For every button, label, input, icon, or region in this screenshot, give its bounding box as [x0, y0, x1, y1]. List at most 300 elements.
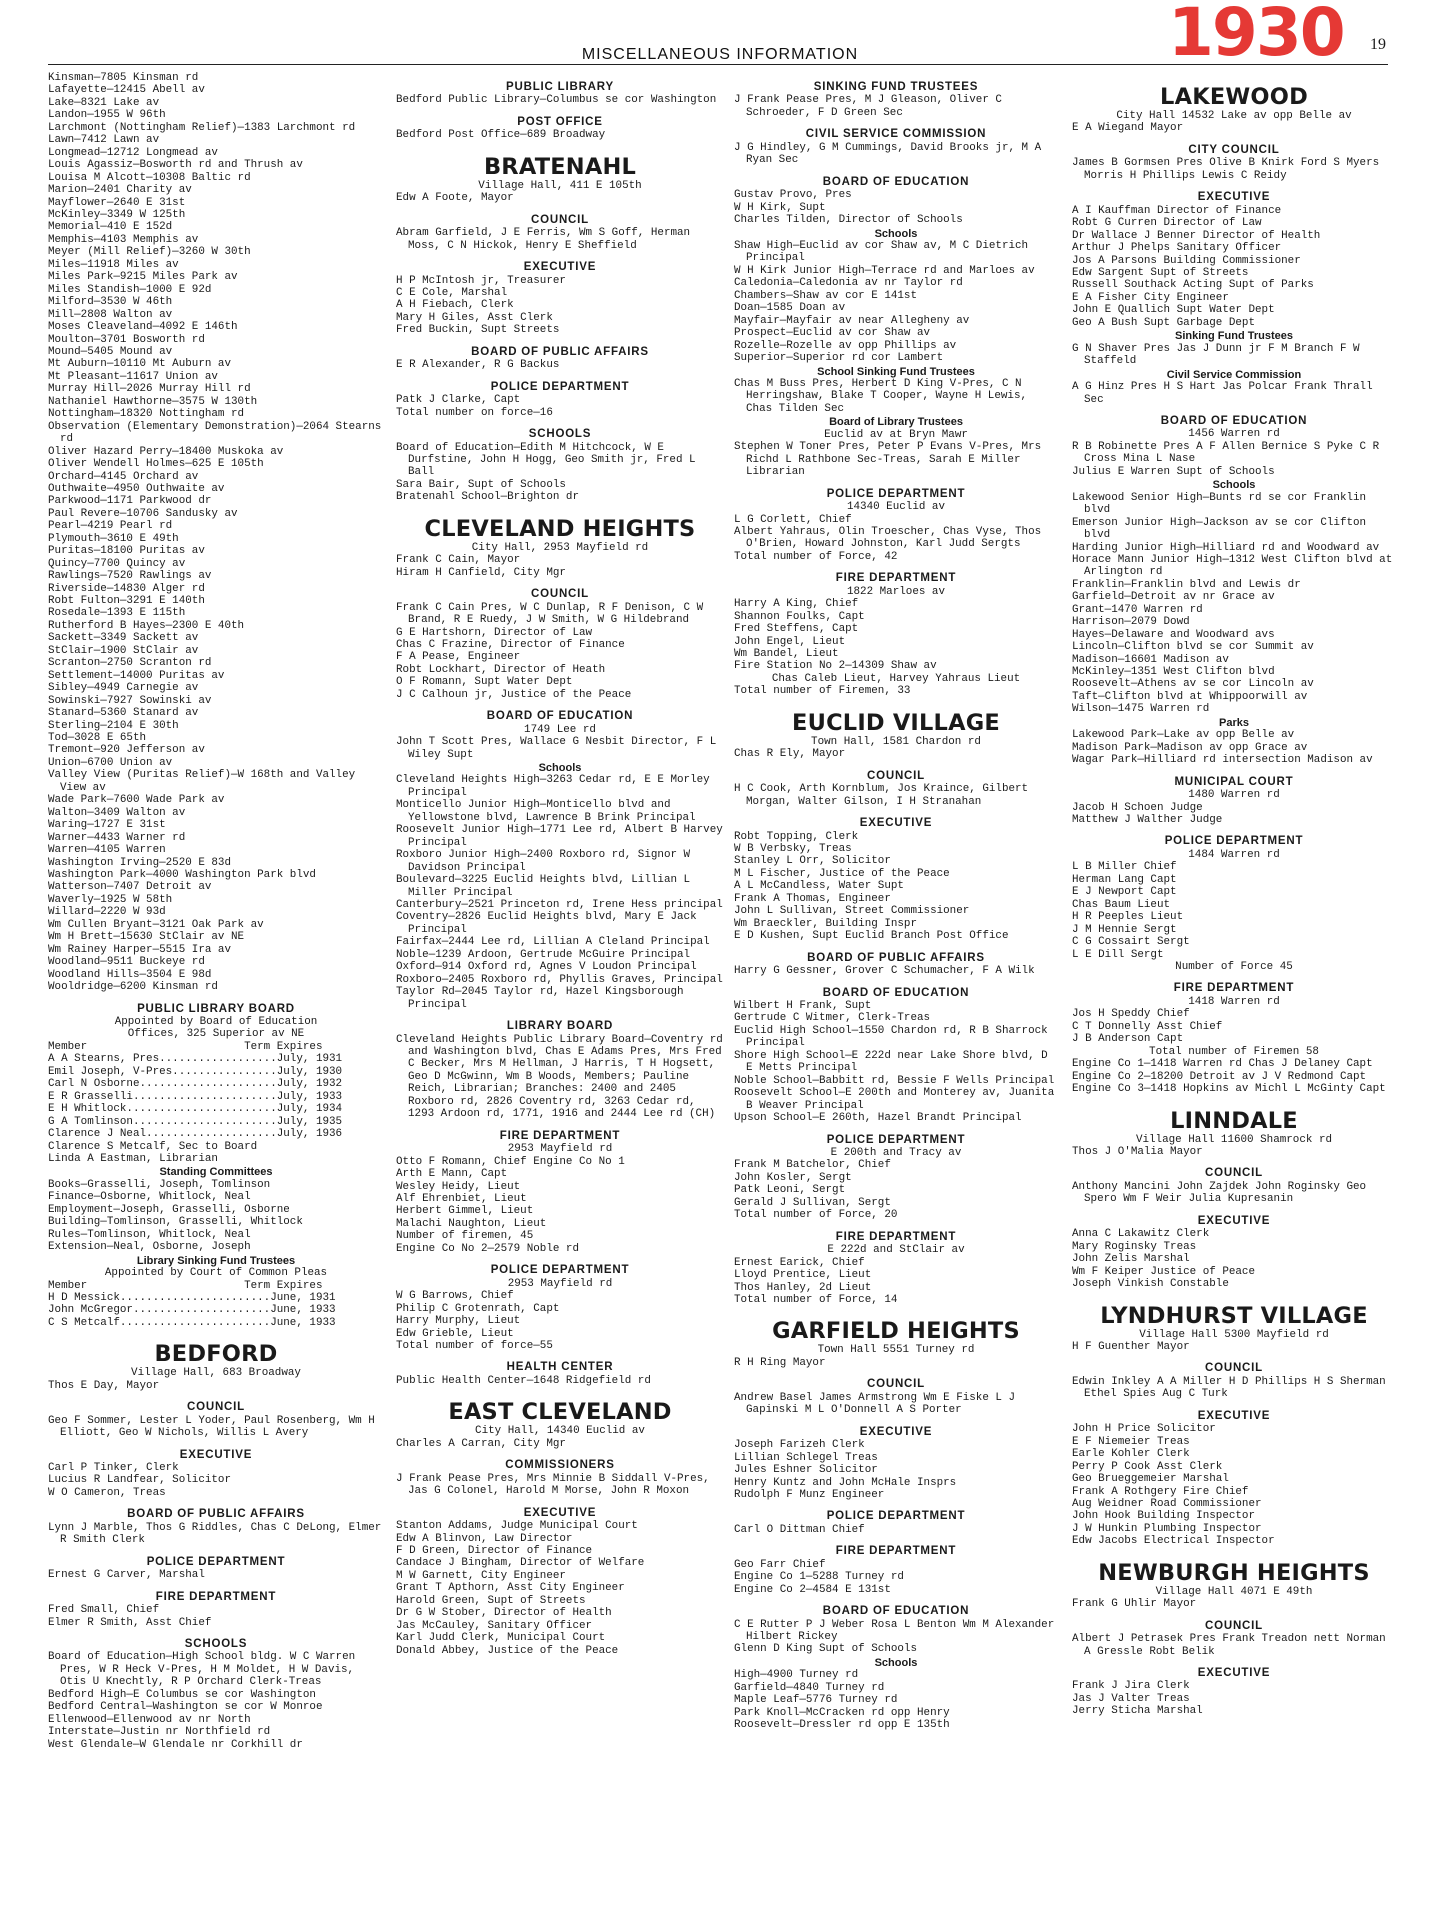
subsection-heading: Library Sinking Fund Trustees [136, 1254, 296, 1267]
entry-line: Extension—Neal, Osborne, Joseph [48, 1241, 251, 1254]
entry-line: Quincy—7700 Quincy av [48, 557, 186, 570]
entry-line: Clarence J Neal....................July, 1936 [48, 1128, 343, 1141]
entry-line: Robt G Curren Director of Law [1072, 217, 1262, 230]
entry-line: Park Knoll—McCracken rd opp Henry [734, 1706, 950, 1719]
section-heading: FIRE DEPARTMENT [835, 572, 957, 585]
entry-line: Member Term Expires [48, 1279, 323, 1292]
entry-line: John Zelis Marshal [1072, 1253, 1190, 1266]
entry-line: W H Kirk, Supt [734, 201, 826, 214]
entry-line: StClair—1900 StClair av [48, 644, 199, 657]
entry-line: Louisa M Alcott—10308 Baltic rd [48, 171, 251, 184]
entry-line: Otto F Romann, Chief Engine Co No 1 [396, 1155, 625, 1168]
entry-line: Patk J Clarke, Capt [396, 394, 521, 407]
entry-line: Hayes—Delaware and Woodward avs [1072, 628, 1275, 641]
entry-line: Total number on force—16 [396, 406, 553, 419]
entry-line: Union—6700 Union av [48, 756, 173, 769]
entry-line: Lakewood Park—Lake av opp Belle av [1072, 729, 1295, 742]
entry-line: Superior—Superior rd cor Lambert [734, 352, 944, 365]
year-stamp: 1930 [1168, 0, 1344, 71]
entry-line: J C Calhoun jr, Justice of the Peace [396, 688, 632, 701]
entry-line: Scranton—2750 Scranton rd [48, 657, 212, 670]
entry-line: Larchmont (Nottingham Relief)—1383 Larchmont rd [48, 121, 356, 134]
entry-line: Louis Agassiz—Bosworth rd and Thrush av [48, 159, 303, 172]
entry-line: Sackett—3349 Sackett av [48, 632, 199, 645]
municipality-heading: LYNDHURST VILLAGE [1100, 1302, 1368, 1329]
entry-line: Euclid High School—1550 Chardon rd, R B Sharrock Principal [734, 1024, 1055, 1050]
entry-line: Harry A King, Chief [734, 598, 859, 611]
entry-line: H D Messick.......................June, 1931 [48, 1291, 336, 1304]
entry-line: Donald Abbey, Justice of the Peace [396, 1644, 619, 1657]
entry-line: John Hook Building Inspector [1072, 1510, 1255, 1523]
entry-line: Bedford Post Office—689 Broadway [396, 129, 606, 142]
entry-line: Gustav Provo, Pres [734, 189, 852, 202]
entry-line: Taylor Rd—2045 Taylor rd, Hazel Kingsborough Principal [396, 986, 691, 1011]
entry-line: John L Sullivan, Street Commissioner [734, 905, 970, 918]
entry-line: Caledonia—Caledonia av nr Taylor rd [734, 277, 963, 290]
entry-line: Frank C Cain Pres, W C Dunlap, R F Denison, C W Brand, R E Ruedy, J W Smith, W G Hildebrand [396, 601, 710, 627]
entry-line: E J Newport Capt [1072, 886, 1177, 899]
entry-line: Ernest G Carver, Marshal [48, 1569, 205, 1582]
entry-line: Chambers—Shaw av cor E 141st [734, 289, 917, 302]
entry-line: Chas M Buss Pres, Herbert D King V-Pres, C N Herringshaw, Blake T Cooper, Wayne H Lewis, Chas Tilden Sec [734, 377, 1034, 415]
entry-line: Building—Tomlinson, Grasselli, Whitlock [48, 1216, 303, 1229]
centered-line: E 222d and StClair av [827, 1244, 965, 1257]
entry-line: Lynn J Marble, Thos G Riddles, Chas C DeLong, Elmer R Smith Clerk [48, 1521, 388, 1547]
entry-line: John T Scott Pres, Wallace G Nesbit Director, F L Wiley Supt [396, 736, 723, 761]
entry-line: Wesley Heidy, Lieut [396, 1180, 521, 1193]
entry-line: M W Garnett, City Engineer [396, 1569, 566, 1582]
entry-line: E R Grasselli......................July, 1933 [48, 1090, 343, 1103]
entry-line: Engine Co 3—1418 Hopkins av Michl L McGinty Capt [1072, 1083, 1386, 1096]
section-heading: EXECUTIVE [523, 261, 597, 274]
entry-line: E A Wiegand Mayor [1072, 122, 1184, 135]
page-header-title: MISCELLANEOUS INFORMATION [581, 46, 859, 63]
entry-line: Frank C Cain, Mayor [396, 554, 521, 567]
section-heading: EXECUTIVE [1197, 1214, 1271, 1227]
entry-line: Thos Hanley, 2d Lieut [734, 1281, 872, 1294]
entry-line: G A Tomlinson......................July, 1935 [48, 1115, 343, 1128]
entry-line: F D Green, Director of Finance [396, 1544, 593, 1557]
entry-line: Tremont—920 Jefferson av [48, 744, 205, 757]
entry-line: Wm H Brett—15630 StClair av NE [48, 931, 245, 944]
entry-line: Rozelle—Rozelle av opp Phillips av [734, 339, 957, 352]
entry-line: John Kosler, Sergt [734, 1171, 852, 1184]
section-heading: FIRE DEPARTMENT [835, 1230, 957, 1243]
subsection-heading: Schools [874, 1656, 918, 1669]
entry-line: Shannon Foulks, Capt [734, 610, 865, 623]
section-heading: POLICE DEPARTMENT [826, 1133, 966, 1146]
municipality-heading: GARFIELD HEIGHTS [772, 1318, 1020, 1345]
entry-line: L G Corlett, Chief [734, 513, 852, 526]
entry-line: Wagar Park—Hilliard rd intersection Madison av [1072, 754, 1373, 767]
entry-line: Harry G Gessner, Grover C Schumacher, F A Wilk [734, 965, 1035, 978]
entry-line: Valley View (Puritas Relief)—W 168th and Valley View av [48, 769, 362, 794]
entry-line: Frank A Rothgery Fire Chief [1072, 1485, 1249, 1498]
section-heading: POLICE DEPARTMENT [146, 1555, 286, 1568]
entry-line: High—4900 Turney rd [734, 1669, 859, 1682]
entry-line: J W Hunkin Plumbing Inspector [1072, 1522, 1262, 1535]
entry-line: Total number of Force, 20 [734, 1209, 898, 1222]
entry-line: Frank G Uhlir Mayor [1072, 1598, 1197, 1611]
section-heading: BOARD OF PUBLIC AFFAIRS [807, 951, 985, 964]
entry-line: Miles—11918 Miles av [48, 258, 179, 271]
entry-line: Roosevelt—Dressler rd opp E 135th [734, 1719, 950, 1732]
entry-line: Mound—5405 Mound av [48, 345, 173, 358]
entry-line: Roxboro Junior High—2400 Roxboro rd, Signor W Davidson Principal [396, 849, 697, 874]
entry-line: Engine Co 2—18200 Detroit av J V Redmond Capt [1072, 1070, 1367, 1083]
section-heading: EXECUTIVE [179, 1448, 253, 1461]
entry-line: Mary Roginsky Treas [1072, 1240, 1197, 1253]
entry-line: Total number of force—55 [396, 1339, 553, 1352]
entry-line: E R Alexander, R G Backus [396, 359, 560, 372]
entry-line: G N Shaver Pres Jas J Dunn jr F M Branch F W Staffeld [1072, 342, 1367, 368]
entry-line: Parkwood—1171 Parkwood dr [48, 495, 212, 508]
entry-line: Elmer R Smith, Asst Chief [48, 1616, 212, 1629]
entry-line: Nathaniel Hawthorne—3575 W 130th [48, 395, 258, 408]
entry-line: James B Gormsen Pres Olive B Knirk Ford S Myers Morris H Phillips Lewis C Reidy [1072, 157, 1386, 182]
entry-line: Jas J Valter Treas [1072, 1692, 1190, 1705]
entry-line: Shaw High—Euclid av cor Shaw av, M C Dietrich Principal [734, 239, 1035, 265]
entry-line: Moses Cleaveland—4092 E 146th [48, 321, 238, 334]
entry-line: Harry Murphy, Lieut [396, 1315, 521, 1328]
centered-line: Village Hall, 411 E 105th [478, 179, 642, 192]
entry-line: Madison Park—Madison av opp Grace av [1072, 741, 1308, 754]
entry-line: Thos J O'Malia Mayor [1072, 1145, 1203, 1158]
entry-line: Rosedale—1393 E 115th [48, 607, 186, 620]
centered-line: Total number of Firemen 58 [1149, 1045, 1319, 1058]
entry-line: Miles Park—9215 Miles Park av [48, 271, 238, 284]
entry-line: Milford—3530 W 46th [48, 296, 173, 309]
entry-line: Woodland Hills—3504 E 98d [48, 968, 212, 981]
entry-line: Waverly—1925 W 58th [48, 893, 173, 906]
entry-line: Herman Lang Capt [1072, 873, 1177, 886]
entry-line: E A Fisher City Engineer [1072, 291, 1229, 304]
entry-line: Thos E Day, Mayor [48, 1379, 160, 1392]
centered-line: 2953 Mayfield rd [507, 1143, 613, 1156]
entry-line: Geo Farr Chief [734, 1558, 826, 1571]
section-heading: COUNCIL [867, 769, 925, 782]
entry-line: Edw Grieble, Lieut [396, 1327, 514, 1340]
subsection-heading: Schools [538, 762, 582, 775]
entry-line: Sibley—4949 Carnegie av [48, 682, 199, 695]
entry-line: Garfield—4840 Turney rd [734, 1681, 885, 1694]
entry-line: Bedford High—E Columbus se cor Washington [48, 1688, 316, 1701]
entry-line: Woodland—9511 Buckeye rd [48, 956, 205, 969]
section-heading: POST OFFICE [517, 115, 603, 128]
entry-line: Engine Co 1—1418 Warren rd Chas J Delaney Capt [1072, 1058, 1373, 1071]
entry-line: Wilbert H Frank, Supt [734, 1000, 872, 1012]
entry-line: J G Hindley, G M Cummings, David Brooks jr, M A Ryan Sec [734, 141, 1048, 167]
municipality-heading: BEDFORD [154, 1341, 278, 1368]
entry-line: Monticello Junior High—Monticello blvd and Yellowstone blvd, Lawrence B Brink Principal [396, 799, 696, 824]
entry-line: John McGregor.....................June, 1933 [48, 1304, 336, 1317]
entry-line: Gertrude C Witmer, Clerk-Treas [734, 1012, 931, 1025]
entry-line: A L McCandless, Water Supt [734, 880, 904, 893]
entry-line: Grant—1470 Warren rd [1072, 603, 1203, 616]
entry-line: Engine Co 2—4584 E 131st [734, 1583, 891, 1596]
centered-line: E 200th and Tracy av [830, 1146, 962, 1159]
centered-line: Town Hall, 1581 Chardon rd [811, 735, 981, 748]
entry-line: Geo Brueggemeier Marshal [1072, 1473, 1229, 1486]
entry-line: Madison—16601 Madison av [1072, 653, 1229, 666]
centered-line: 1418 Warren rd [1188, 995, 1280, 1008]
entry-line: Edw A Foote, Mayor [396, 192, 514, 205]
entry-line: Jules Eshner Solicitor [734, 1464, 878, 1477]
entry-line: Jos H Speddy Chief [1072, 1008, 1190, 1021]
entry-line: O F Romann, Supt Water Dept [396, 676, 573, 689]
entry-line: Books—Grasselli, Joseph, Tomlinson [48, 1178, 271, 1191]
entry-line: Abram Garfield, J E Ferris, Wm S Goff, Herman Moss, C N Hickok, Henry E Sheffield [396, 227, 697, 252]
entry-line: Joseph Vinkish Constable [1072, 1278, 1229, 1291]
entry-line: J Frank Pease Pres, Mrs Minnie B Siddall V-Pres, Jas G Colonel, Harold M Morse, John R Moxon [396, 1472, 717, 1498]
section-heading: POLICE DEPARTMENT [490, 380, 630, 393]
section-heading: POLICE DEPARTMENT [826, 487, 966, 500]
entry-line: Edw Sargent Supt of Streets [1072, 266, 1249, 279]
centered-line: City Hall 14532 Lake av opp Belle av [1116, 110, 1352, 122]
entry-line: Mayfair—Mayfair av near Allegheny av [734, 314, 970, 327]
entry-line: Mayflower—2640 E 31st [48, 196, 186, 209]
entry-line: Geo F Sommer, Lester L Yoder, Paul Rosenberg, Wm H Elliott, Geo W Nichols, Willis L Avery [48, 1414, 382, 1440]
entry-line: Wm F Keiper Justice of Peace [1072, 1265, 1255, 1278]
section-heading: EXECUTIVE [1197, 1409, 1271, 1422]
centered-line: Number of Force 45 [1175, 961, 1293, 973]
entry-line: Chas C Frazine, Director of Finance [396, 638, 625, 651]
entry-line: Carl O Dittman Chief [734, 1523, 865, 1536]
entry-line: Chas R Ely, Mayor [734, 748, 846, 761]
entry-line: Dr G W Stober, Director of Health [396, 1607, 612, 1620]
entry-line: J Frank Pease Pres, M J Gleason, Oliver C Schroeder, F D Green Sec [734, 94, 1009, 119]
entry-line: W H Kirk Junior High—Terrace rd and Marloes av [734, 264, 1035, 277]
entry-line: Sterling—2104 E 30th [48, 719, 179, 732]
entry-line: Joseph Farizeh Clerk [734, 1439, 865, 1452]
entry-line: Willard—2220 W 93d [48, 906, 166, 919]
section-heading: COUNCIL [187, 1401, 245, 1414]
entry-line: Moulton—3701 Bosworth rd [48, 333, 205, 346]
entry-line: Lincoln—Clifton blvd se cor Summit av [1072, 641, 1314, 654]
section-heading: BOARD OF EDUCATION [486, 710, 634, 723]
section-heading: HEALTH CENTER [506, 1361, 614, 1374]
entry-line: Wm Cullen Bryant—3121 Oak Park av [48, 918, 264, 931]
entry-line: Robt Topping, Clerk [734, 830, 859, 843]
entry-line: C S Metcalf.......................June, 1933 [48, 1316, 336, 1329]
centered-line: 14340 Euclid av [846, 501, 946, 514]
centered-line: 2953 Mayfield rd [507, 1277, 613, 1290]
entry-line: Warren—4105 Warren [48, 844, 166, 857]
entry-line: Engine Co No 2—2579 Noble rd [396, 1242, 579, 1255]
entry-line: Horace Mann Junior High—1312 West Clifton blvd at Arlington rd [1072, 553, 1399, 579]
entry-line: Lawn—7412 Lawn av [48, 134, 160, 147]
section-heading: EXECUTIVE [859, 1425, 933, 1438]
centered-line: Village Hall, 683 Broadway [131, 1367, 301, 1380]
entry-line: Charles A Carran, City Mgr [396, 1437, 566, 1450]
entry-line: Arthur J Phelps Sanitary Officer [1072, 242, 1282, 255]
entry-line: Maple Leaf—5776 Turney rd [734, 1694, 898, 1707]
entry-line: Oxford—914 Oxford rd, Agnes V Loudon Principal [396, 961, 697, 974]
entry-line: Anna C Lakawitz Clerk [1072, 1228, 1210, 1241]
entry-line: Memorial—410 E 152d [48, 221, 173, 234]
entry-line: Walton—3409 Walton av [48, 806, 186, 819]
entry-line: Aug Weidner Road Commissioner [1072, 1497, 1262, 1510]
subsection-heading: School Sinking Fund Trustees [817, 365, 975, 378]
entry-line: Noble School—Babbitt rd, Bessie F Wells Principal [734, 1074, 1055, 1087]
entry-line: Julius E Warren Supt of Schools [1072, 465, 1275, 478]
entry-line: A G Hinz Pres H S Hart Jas Polcar Frank Thrall Sec [1072, 381, 1380, 406]
section-heading: CITY COUNCIL [1188, 143, 1280, 156]
entry-line: Plymouth—3610 E 49th [48, 532, 179, 545]
entry-line: C E Cole, Marshal [396, 286, 508, 299]
entry-line: Taft—Clifton blvd at Whippoorwill av [1072, 690, 1308, 703]
entry-line: Engine Co 1—5288 Turney rd [734, 1571, 904, 1584]
entry-line: Robt Lockhart, Director of Heath [396, 663, 606, 676]
entry-line: Wilson—1475 Warren rd [1072, 703, 1210, 716]
entry-line: Charles Tilden, Director of Schools [734, 214, 963, 227]
entry-line: Washington Irving—2520 E 83d [48, 856, 231, 869]
entry-line: E F Niemeier Treas [1072, 1435, 1190, 1448]
entry-line: Bedford Public Library—Columbus se cor Washington [396, 94, 717, 107]
municipality-heading: EUCLID VILLAGE [792, 709, 1000, 736]
entry-line: John H Price Solicitor [1072, 1423, 1216, 1436]
section-heading: EXECUTIVE [1197, 191, 1271, 204]
section-heading: COUNCIL [867, 1378, 925, 1391]
column-4 [1072, 72, 1399, 1902]
centered-line: 1822 Marloes av [846, 585, 946, 598]
section-heading: CIVIL SERVICE COMMISSION [805, 128, 987, 141]
entry-line: Hiram H Canfield, City Mgr [396, 566, 566, 579]
entry-line: Total number of Firemen, 33 [734, 685, 911, 698]
entry-line: Frank A Thomas, Engineer [734, 892, 891, 905]
entry-line: Oliver Hazard Perry—18400 Muskoka av [48, 445, 284, 458]
entry-line: Total number of Force, 42 [734, 550, 898, 563]
entry-line: Carl P Tinker, Clerk [48, 1462, 179, 1475]
entry-line: Boulevard—3225 Euclid Heights blvd, Lillian L Miller Principal [396, 874, 697, 899]
municipality-heading: BRATENAHL [483, 153, 637, 180]
section-heading: LIBRARY BOARD [506, 1020, 614, 1033]
entry-line: Rules—Tomlinson, Whitlock, Neal [48, 1228, 251, 1241]
entry-line: Robt Fulton—3291 E 140th [48, 595, 205, 608]
section-heading: EXECUTIVE [859, 817, 933, 830]
entry-line: Interstate—Justin nr Northfield rd [48, 1726, 271, 1739]
centered-line: Euclid av at Bryn Mawr [824, 428, 968, 441]
entry-line: Carl N Osborne.....................July, 1932 [48, 1078, 343, 1091]
entry-line: Malachi Naughton, Lieut [396, 1217, 547, 1230]
entry-line: Anthony Mancini John Zajdek John Roginsky Geo Spero Wm F Weir Julia Kupresanin [1072, 1180, 1373, 1206]
section-heading: BOARD OF PUBLIC AFFAIRS [127, 1508, 305, 1521]
section-heading: COUNCIL [531, 588, 589, 601]
entry-line: R H Ring Mayor [734, 1356, 826, 1369]
subsection-heading: Schools [874, 227, 918, 240]
entry-line: McKinley—3349 W 125th [48, 208, 186, 221]
centered-line: City Hall, 14340 Euclid av [475, 1425, 645, 1438]
entry-line: Jas McCauley, Sanitary Officer [396, 1619, 593, 1632]
section-heading: BOARD OF EDUCATION [1160, 414, 1308, 427]
entry-line: Puritas—18100 Puritas av [48, 545, 205, 558]
section-heading: MUNICIPAL COURT [1174, 775, 1294, 788]
entry-line: Frank M Batchelor, Chief [734, 1159, 891, 1172]
municipality-heading: LINNDALE [1170, 1107, 1298, 1134]
municipality-heading: EAST CLEVELAND [448, 1399, 672, 1426]
entry-line: M L Fischer, Justice of the Peace [734, 867, 950, 880]
entry-line: H C Cook, Arth Kornblum, Jos Kraince, Gilbert Morgan, Walter Gilson, I H Stranahan [734, 783, 1035, 808]
centered-line: 1484 Warren rd [1188, 848, 1280, 861]
entry-line: Emerson Junior High—Jackson av se cor Clifton blvd [1072, 516, 1373, 542]
entry-line: Mill—2808 Walton av [48, 308, 173, 321]
entry-line: Stanton Addams, Judge Municipal Court [396, 1520, 638, 1533]
entry-line: Jos A Parsons Building Commissioner [1072, 254, 1301, 267]
subsection-heading: Civil Service Commission [1166, 368, 1302, 381]
entry-line: Franklin—Franklin blvd and Lewis dr [1072, 578, 1301, 591]
entry-line: C E Rutter P J Weber Rosa L Benton Wm M Alexander Hilbert Rickey [734, 1618, 1061, 1644]
entry-line: Glenn D King Supt of Schools [734, 1643, 917, 1656]
entry-line: C T Donnelly Asst Chief [1072, 1020, 1223, 1033]
municipality-heading: NEWBURGH HEIGHTS [1098, 1559, 1370, 1586]
entry-line: Board of Education—Edith M Hitchcock, W E Durfstine, John H Hogg, Geo Smith jr, Fred L Ball [396, 441, 703, 479]
entry-line: Oliver Wendell Holmes—625 E 105th [48, 458, 264, 471]
entry-line: West Glendale—W Glendale nr Corkhill dr [48, 1738, 303, 1751]
entry-line: Cleveland Heights High—3263 Cedar rd, E E Morley Principal [396, 774, 717, 799]
entry-line: Upson School—E 260th, Hazel Brandt Principal [734, 1112, 1022, 1125]
section-heading: POLICE DEPARTMENT [490, 1264, 630, 1277]
entry-line: Riverside—14830 Alger rd [48, 582, 205, 595]
entry-line: Matthew J Walther Judge [1072, 814, 1223, 827]
entry-line: H P McIntosh jr, Treasurer [396, 274, 566, 287]
entry-line: Marion—2401 Charity av [48, 184, 192, 197]
entry-line: Canterbury—2521 Princeton rd, Irene Hess principal [396, 899, 723, 912]
page-number: 19 [1370, 36, 1386, 53]
entry-line: Pearl—4219 Pearl rd [48, 520, 173, 533]
entry-line: Stanley L Orr, Solicitor [734, 855, 891, 868]
entry-line: Edw Jacobs Electrical Inspector [1072, 1535, 1275, 1548]
entry-line: Jerry Sticha Marshal [1072, 1705, 1203, 1718]
section-heading: COUNCIL [1205, 1619, 1263, 1632]
entry-line: Lake—8321 Lake av [48, 96, 160, 109]
entry-line: Roxboro—2405 Roxboro rd, Phyllis Graves, Principal [396, 973, 723, 986]
section-heading: FIRE DEPARTMENT [499, 1129, 621, 1142]
entry-line: Wm Bandel, Lieut [734, 648, 839, 661]
entry-line: Harold Green, Supt of Streets [396, 1594, 586, 1607]
subsection-heading: Schools [1212, 479, 1256, 492]
entry-line: A H Fiebach, Clerk [396, 299, 514, 312]
entry-line: Perry P Cook Asst Clerk [1072, 1460, 1223, 1473]
entry-line: Fred Small, Chief [48, 1604, 160, 1617]
entry-line: Harrison—2079 Dowd [1072, 616, 1190, 629]
entry-line: Wm Braeckler, Building Inspr [734, 917, 917, 930]
entry-line: Lakewood Senior High—Bunts rd se cor Franklin blvd [1072, 491, 1373, 517]
entry-line: Russell Southack Acting Supt of Parks [1072, 279, 1314, 292]
subsection-heading: Sinking Fund Trustees [1175, 330, 1293, 343]
entry-line: Sowinski—7927 Sowinski av [48, 694, 212, 707]
entry-line: J B Anderson Capt [1072, 1033, 1184, 1046]
entry-line: Clarence S Metcalf, Sec to Board [48, 1140, 258, 1153]
entry-line: Lucius R Landfear, Solicitor [48, 1474, 231, 1487]
entry-line: McKinley—1351 West Clifton blvd [1072, 666, 1275, 679]
centered-line: Town Hall 5551 Turney rd [817, 1344, 975, 1357]
section-heading: FIRE DEPARTMENT [835, 1545, 957, 1558]
entry-line: Observation (Elementary Demonstration)—2064 Stearns rd [48, 420, 388, 446]
section-heading: FIRE DEPARTMENT [1173, 982, 1295, 995]
entry-line: A I Kauffman Director of Finance [1072, 204, 1282, 217]
section-heading: PUBLIC LIBRARY BOARD [137, 1002, 295, 1015]
entry-line: H R Peeples Lieut [1072, 911, 1184, 924]
entry-line: Memphis—4103 Memphis av [48, 233, 199, 246]
entry-line: Cleveland Heights Public Library Board—Coventry rd and Washington blvd, Chas E Adams Pres, Mrs Fred C Becker, Mrs M Hellman, J Harris, T H Hogsett, Geo D McGwinn, Wm B Woods, Members; Pauline Reich, Librarian; Branches: 2400 and 2405 Roxboro rd, 2826 Coventry rd, 3263 Cedar rd, 1293 Ardoon rd, 1771, 1916 and 2444 Lee rd (CH) [396, 1033, 730, 1121]
section-heading: POLICE DEPARTMENT [1164, 835, 1304, 848]
centered-line: 1749 Lee rd [524, 723, 596, 736]
entry-line: Outhwaite—4950 Outhwaite av [48, 482, 225, 495]
entry-line: Number of firemen, 45 [396, 1230, 534, 1243]
entry-line: E H Whitlock.......................July, 1934 [48, 1103, 343, 1116]
entry-line: Member Term Expires [48, 1040, 323, 1053]
column-3 [734, 72, 1061, 1902]
